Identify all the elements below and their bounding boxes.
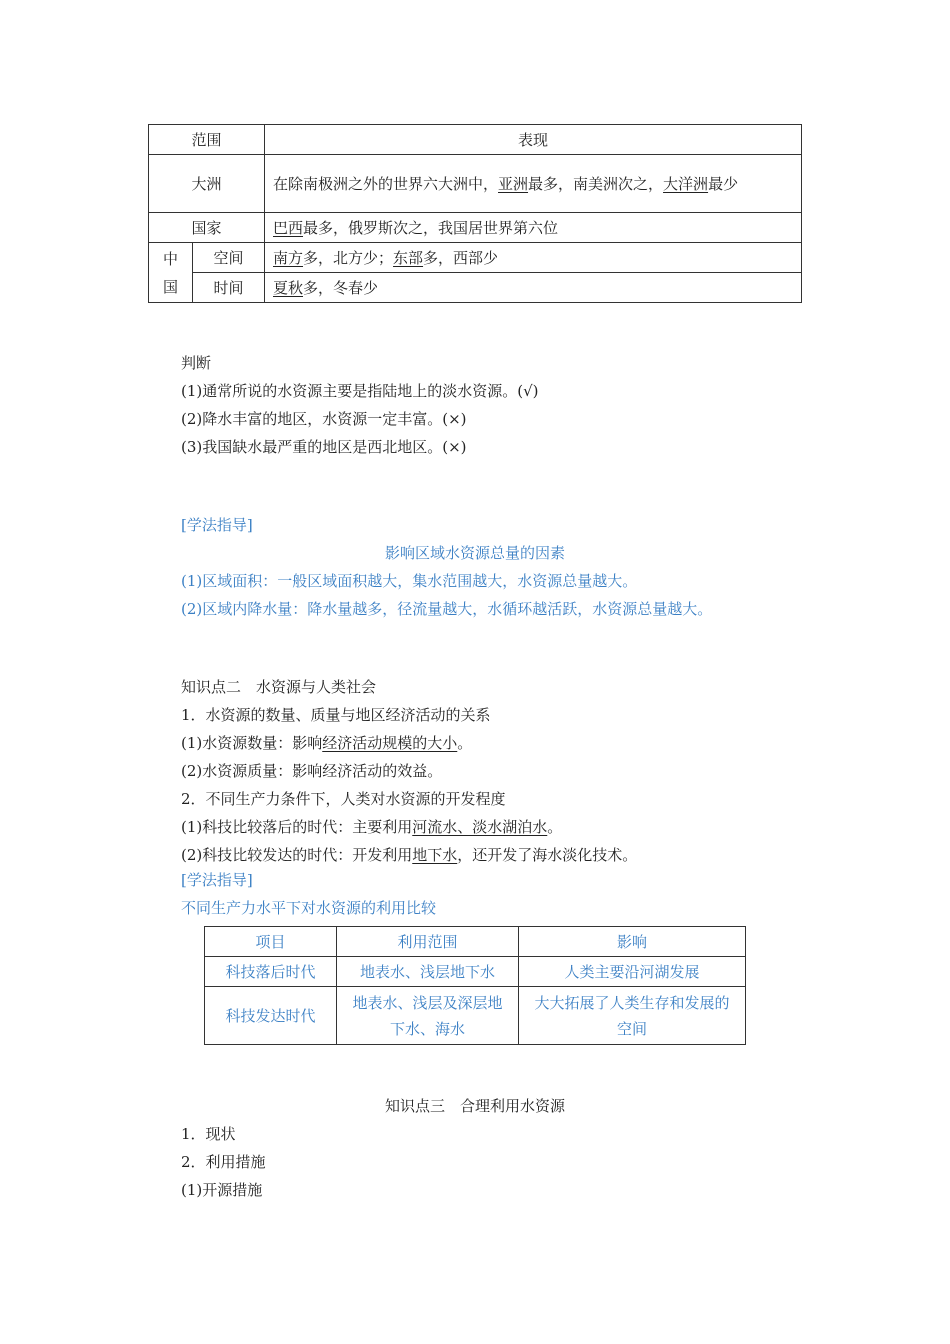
comparison-table xyxy=(204,926,746,1045)
kp2-s1: 1．水资源的数量、质量与地区经济活动的关系 xyxy=(181,706,491,724)
kp3-item-1: 1．现状 xyxy=(181,1125,236,1143)
guide2-heading: 不同生产力水平下对水资源的利用比较 xyxy=(181,899,437,917)
cell-space: 南方多，北方少；东部多，西部少 xyxy=(265,243,802,273)
row-label-country: 国家 xyxy=(149,213,265,243)
judge-title: 判断 xyxy=(181,354,212,372)
header-performance: 表现 xyxy=(265,125,802,155)
table-row xyxy=(149,243,802,273)
guide1-item-2: (2)区域内降水量：降水量越多，径流量越大，水循环越活跃，水资源总量越大。 xyxy=(181,600,713,618)
header-range: 利用范围 xyxy=(337,927,519,957)
row-label-continent: 大洲 xyxy=(149,155,265,213)
guide1-tag: [学法指导] xyxy=(181,516,253,534)
header-impact: 影响 xyxy=(519,927,746,957)
distribution-table xyxy=(148,124,802,303)
kp2-s1b: (2)水资源质量：影响经济活动的效益。 xyxy=(181,762,443,780)
cell-continent: 在除南极洲之外的世界六大洲中，亚洲最多，南美洲次之，大洋洲最少 xyxy=(265,155,802,213)
answer-brazil: 巴西 xyxy=(273,218,304,237)
kp2-s2b: (2)科技比较发达的时代：开发利用地下水，还开发了海水淡化技术。 xyxy=(181,846,638,864)
row-label-space: 空间 xyxy=(193,243,265,273)
cell-era: 科技发达时代 xyxy=(205,987,337,1045)
guide1-item-1: (1)区域面积：一般区域面积越大，集水范围越大，水资源总量越大。 xyxy=(181,572,638,590)
judge-item-1: (1)通常所说的水资源主要是指陆地上的淡水资源。(√) xyxy=(181,382,539,400)
kp2-s2a: (1)科技比较落后的时代：主要利用河流水、淡水湖泊水。 xyxy=(181,818,563,836)
kp2-title: 知识点二 水资源与人类社会 xyxy=(181,678,377,696)
row-label-time: 时间 xyxy=(193,273,265,303)
table-row xyxy=(149,213,802,243)
table-row xyxy=(149,273,802,303)
guide2-tag: [学法指导] xyxy=(181,871,253,889)
cell-impact: 人类主要沿河湖发展 xyxy=(519,957,746,987)
table-row xyxy=(205,957,746,987)
kp3-title: 知识点三 合理利用水资源 xyxy=(384,1097,565,1115)
cell-range: 地表水、浅层地下水 xyxy=(337,957,519,987)
judge-item-2: (2)降水丰富的地区，水资源一定丰富。(×) xyxy=(181,410,467,428)
header-scope: 范围 xyxy=(149,125,265,155)
table-row xyxy=(205,927,746,957)
judge-item-3: (3)我国缺水最严重的地区是西北地区。(×) xyxy=(181,438,467,456)
table-row xyxy=(149,125,802,155)
kp3-item-3: (1)开源措施 xyxy=(181,1181,263,1199)
cell-time: 夏秋多，冬春少 xyxy=(265,273,802,303)
cell-impact: 大大拓展了人类生存和发展的空间 xyxy=(519,987,746,1045)
guide1-heading: 影响区域水资源总量的因素 xyxy=(384,544,565,562)
kp2-s1a: (1)水资源数量：影响经济活动规模的大小。 xyxy=(181,734,473,752)
cell-country: 巴西最多，俄罗斯次之，我国居世界第六位 xyxy=(265,213,802,243)
row-label-china: 中 国 xyxy=(149,243,193,303)
table-row xyxy=(205,987,746,1045)
answer-oceania: 大洋洲 xyxy=(663,174,709,193)
table-row xyxy=(149,155,802,213)
cell-range: 地表水、浅层及深层地下水、海水 xyxy=(337,987,519,1045)
cell-era: 科技落后时代 xyxy=(205,957,337,987)
header-item: 项目 xyxy=(205,927,337,957)
kp2-s2: 2．不同生产力条件下，人类对水资源的开发程度 xyxy=(181,790,506,808)
answer-asia: 亚洲 xyxy=(498,174,529,193)
kp3-item-2: 2．利用措施 xyxy=(181,1153,266,1171)
